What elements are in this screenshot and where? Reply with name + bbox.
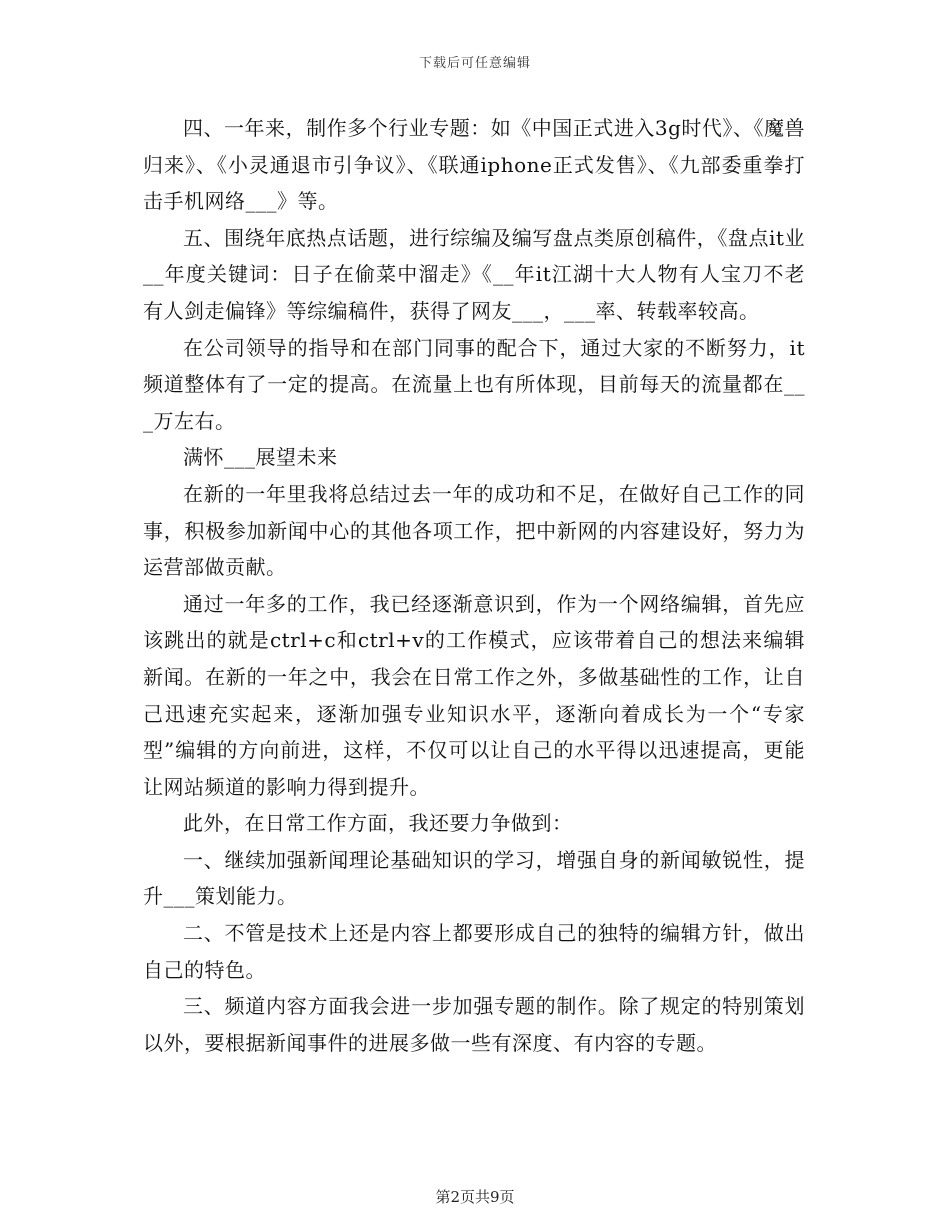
- paragraph-3: 在公司领导的指导和在部门同事的配合下，通过大家的不断努力，it频道整体有了一定的提高。在流量上也有所体现，目前每天的流量都在___万左右。: [143, 335, 805, 433]
- paragraph-1: 四、一年来，制作多个行业专题：如《中国正式进入3g时代》、《魔兽归来》、《小灵通退市引争议》、《联通iphone正式发售》、《九部委重拳打击手机网络___》等。: [143, 116, 805, 214]
- list-item-3: 三、频道内容方面我会进一步加强专题的制作。除了规定的特别策划以外，要根据新闻事件的进展多做一些有深度、有内容的专题。: [143, 994, 805, 1055]
- list-item-2: 二、不管是技术上还是内容上都要形成自己的独特的编辑方针，做出自己的特色。: [143, 921, 805, 982]
- document-body: [143, 110, 805, 1061]
- page-footer: 第2页共9页: [435, 1188, 515, 1206]
- paragraph-2: 五、围绕年底热点话题，进行综编及编写盘点类原创稿件，《盘点it业__年度关键词：日子在偷菜中溜走》《__年it江湖十大人物有人宝刀不老有人剑走偏锋》等综编稿件，获得了网友___，___率、转载率较高。: [143, 225, 805, 323]
- page-header: 下载后可任意编辑: [418, 56, 531, 71]
- paragraph-6: 此外，在日常工作方面，我还要力争做到：: [183, 811, 573, 836]
- paragraph-4: 在新的一年里我将总结过去一年的成功和不足，在做好自己工作的同事，积极参加新闻中心的其他各项工作，把中新网的内容建设好，努力为运营部做贡献。: [143, 481, 805, 580]
- list-item-1: 一、继续加强新闻理论基础知识的学习，增强自身的新闻敏锐性，提升___策划能力。: [143, 847, 805, 909]
- section-heading: 满怀___展望未来: [183, 445, 338, 470]
- paragraph-5: 通过一年多的工作，我已经逐渐意识到，作为一个网络编辑，首先应该跳出的就是ctrl+c和ctrl+v的工作模式，应该带着自己的想法来编辑新闻。在新的一年之中，我会在日常工作之外，多做基础性的工作，让自己迅速充实起来，逐渐加强专业知识水平，逐渐向着成长为一个“专家型”编辑的方向前进，这样，不仅可以让自己的水平得以迅速提高，更能让网站频道的影响力得到提升。: [143, 591, 805, 799]
